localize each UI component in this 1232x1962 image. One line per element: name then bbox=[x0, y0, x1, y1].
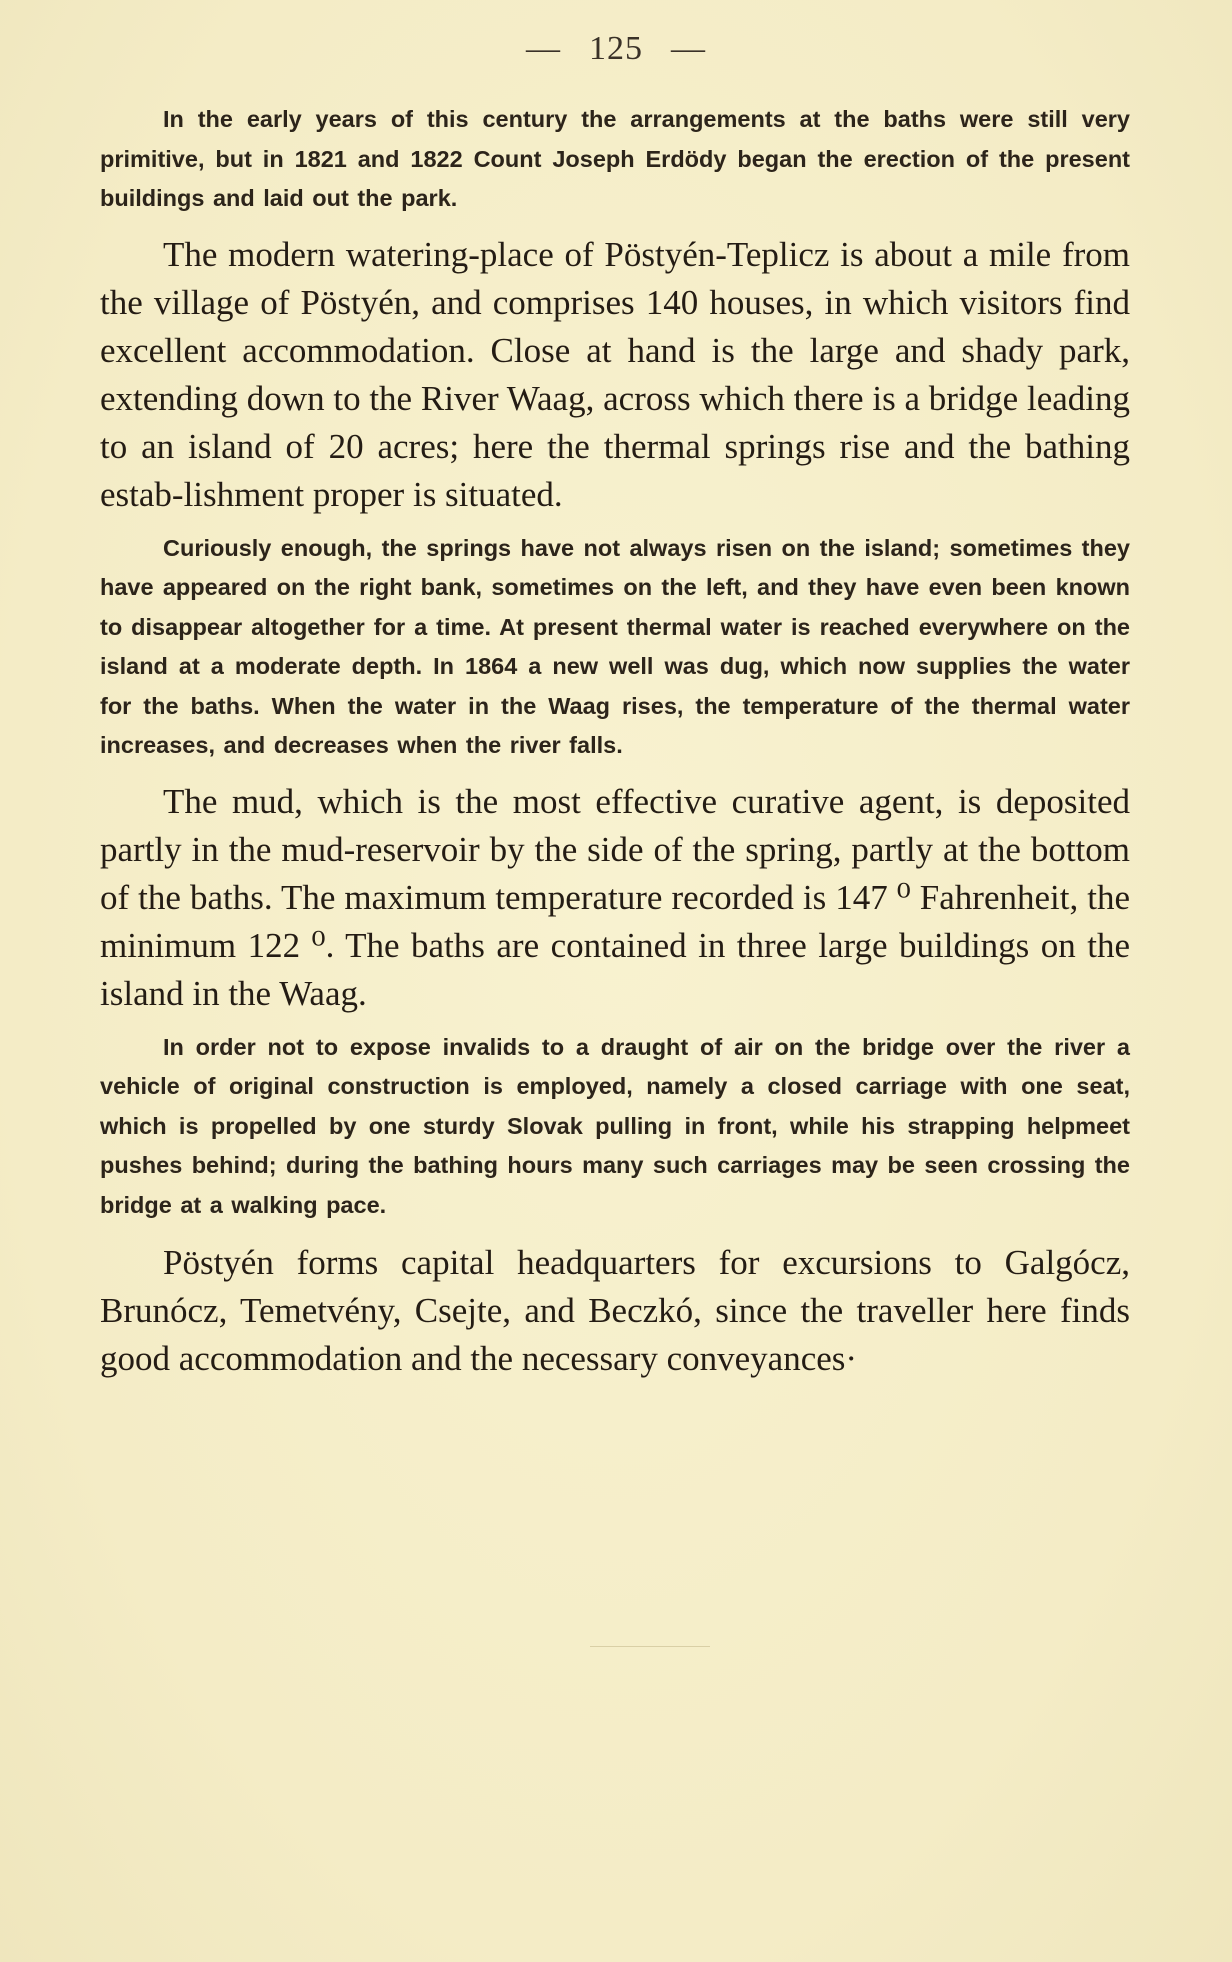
page-body bbox=[100, 100, 1130, 1383]
page-number: 125 bbox=[589, 30, 643, 67]
paragraph-carriage: In order not to expose invalids to a draught of air on the bridge over the river a vehicle of original construction is employed, namely a closed carriage with one seat, which is propelled by one sturdy Slovak pulling in front, while his strapping helpmeet pushes behind; during the bathing hours many such carriages may be seen crossing the bridge at a walking pace. bbox=[100, 1033, 1130, 1218]
header-dash-left: — bbox=[526, 30, 561, 67]
paragraph-springs: Curiously enough, the springs have not always risen on the island; sometimes they have appeared on the right bank, sometimes on the left, and they have even been known to disappear altogether for a time. At present thermal water is reached everywhere on the island at a moderate depth. In 1864 a new well was dug, which now supplies the water for the baths. When the water in the Waag rises, the temperature of the thermal water increases, and decreases when the river falls. bbox=[100, 534, 1130, 758]
page-header bbox=[0, 30, 1232, 68]
faint-divider bbox=[590, 1646, 710, 1647]
paragraph-excursions: Pöstyén forms capital headquarters for excursions to Galgócz, Brunócz, Temetvény, Csejte, and Beczkó, since the traveller here finds good accommodation and the necessary conveyances· bbox=[100, 1243, 1130, 1378]
paragraph-mud: The mud, which is the most effective curative agent, is deposited partly in the mud-reservoir by the side of the spring, partly at the bottom of the baths. The maximum temperature recorded is 147 ⁰ Fahrenheit, the minimum 122 ⁰. The baths are contained in three large buildings on the island in the Waag. bbox=[100, 781, 1130, 1013]
paragraph-modern-watering-place: The modern watering-place of Pöstyén-Teplicz is about a mile from the village of Pöstyén, and comprises 140 houses, in which visitors find excellent accommodation. Close at hand is the large and shady park, extending down to the River Waag, across which there is a bridge leading to an island of 20 acres; here the thermal springs rise and the bathing estab-lishment proper is situated. bbox=[100, 234, 1130, 514]
paragraph-early-years: In the early years of this century the arrangements at the baths were still very primitive, but in 1821 and 1822 Count Joseph Erdödy began the erection of the present buildings and laid out the park. bbox=[100, 106, 1130, 211]
header-dash-right: — bbox=[671, 30, 706, 67]
